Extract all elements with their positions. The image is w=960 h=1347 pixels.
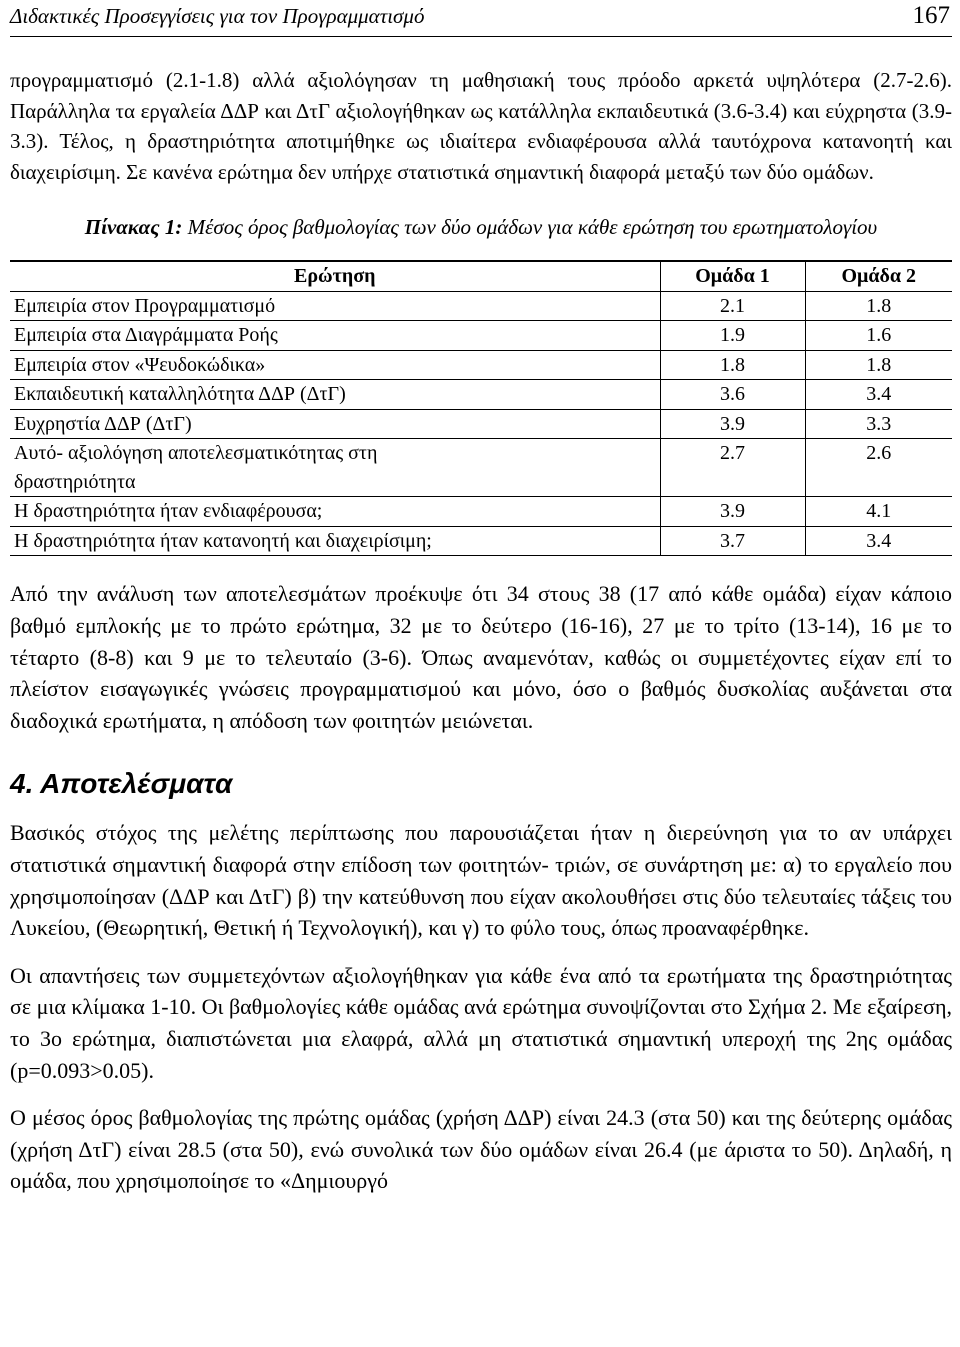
question-cell: Εμπειρία στα Διαγράμματα Ροής [10, 321, 660, 351]
document-page [10, 0, 952, 1197]
analysis-paragraph: Από την ανάλυση των αποτελεσμάτων προέκυψε ότι 34 στους 38 (17 από κάθε ομάδα) είχαν κάποιο βαθμό εμπλοκής με το πρώτο ερώτημα, 32 με το δεύτερο (16-16), 27 με το τρίτο (13-14), 16 με το τέταρτο (8-8) και 9 με το τελευταίο (3-6). Όπως αναμενόταν, καθώς οι συμμετέχοντες είχαν επί το πλείστον εισαγωγικές γνώσεις προγραμματισμού και μόνο, όσο ο βαθμός δυσκολίας αυξάνεται στα διαδοχικά ερωτήματα, η απόδοση των φοιτητών μειώνεται. [10, 581, 952, 733]
group2-cell: 4.1 [805, 497, 952, 527]
group2-cell: 2.6 [805, 439, 952, 497]
group2-cell: 3.3 [805, 409, 952, 439]
column-header-group1: Ομάδα 1 [660, 261, 805, 291]
group2-cell: 1.8 [805, 291, 952, 321]
table-header-row [10, 261, 952, 291]
question-cell [10, 439, 660, 497]
section-paragraph: Ο μέσος όρος βαθμολογίας της πρώτης ομάδας (χρήση ΔΔΡ) είναι 24.3 (στα 50) και της δεύτερης ομάδας (χρήση ΔτΓ) είναι 28.5 (στα 50), ενώ συνολικά των δύο ομάδων είναι 26.4 (με άριστα το 50). Δηλαδή, η ομάδα, που χρησιμοποίησε το «Δημιουργό [10, 1105, 952, 1194]
question-line-continued: δραστηριότητα [14, 470, 136, 493]
group1-cell: 3.9 [660, 497, 805, 527]
table-row [10, 526, 952, 556]
section-paragraph: Οι απαντήσεις των συμμετεχόντων αξιολογήθηκαν για κάθε ένα από τα ερωτήματα της δραστηριότητας σε μια κλίμακα 1-10. Οι βαθμολογίες κάθε ομάδας ανά ερώτημα συνοψίζονται στο Σχήμα 2. Με εξαίρεση, το 3ο ερώτημα, διαπιστώνεται μια ελαφρά, αλλά μη στατιστικά σημαντική υπεροχή της 2ης ομάδας (p=0.093>0.05). [10, 962, 952, 1083]
table-row [10, 321, 952, 351]
intro-paragraph: προγραμματισμό (2.1-1.8) αλλά αξιολόγησαν τη μαθησιακή τους πρόοδο αρκετά υψηλότερα (2.7-2.6). Παράλληλα τα εργαλεία ΔΔΡ και ΔτΓ αξιολογήθηκαν ως κατάλληλα εκπαιδευτικά (3.6-3.4) και εύχρηστα (3.9-3.3). Τέλος, η δραστηριότητα αποτιμήθηκε ως ιδιαίτερα ενδιαφέρουσα αλλά ταυτόχρονα κατανοητή και διαχειρίσιμη. Σε κανένα ερώτημα δεν υπήρχε στατιστικά σημαντική διαφορά μεταξύ των δύο ομάδων. [10, 68, 952, 184]
table-row [10, 291, 952, 321]
question-cell: Εμπειρία στον Προγραμματισμό [10, 291, 660, 321]
group2-cell: 3.4 [805, 526, 952, 556]
table-caption [40, 212, 922, 243]
section-paragraph: Βασικός στόχος της μελέτης περίπτωσης που παρουσιάζεται ήταν η διερεύνηση για το αν υπάρχει στατιστικά σημαντική διαφορά στην επίδοση των φοιτητών- τριών, σε συνάρτηση με: α) το εργαλείο που χρησιμοποίησαν (ΔΔΡ και ΔτΓ) β) την κατεύθυνση που είχαν ακολουθήσει στις δύο τελευταίες τάξεις του Λυκείου, (Θεωρητική, Θετική ή Τεχνολογική), και γ) το φύλο τους, όπως προαναφέρθηκε. [10, 820, 952, 941]
section-heading: 4. Αποτελέσματα [10, 768, 233, 800]
question-cell: Ευχρηστία ΔΔΡ (ΔτΓ) [10, 409, 660, 439]
group1-cell: 2.7 [660, 439, 805, 497]
column-header-group2: Ομάδα 2 [805, 261, 952, 291]
question-cell: Η δραστηριότητα ήταν κατανοητή και διαχειρίσιμη; [10, 526, 660, 556]
table-caption-text: Μέσος όρος βαθμολογίας των δύο ομάδων για κάθε ερώτηση του ερωτηματολογίου [187, 215, 878, 240]
group1-cell: 3.6 [660, 380, 805, 410]
column-header-question: Ερώτηση [10, 261, 660, 291]
group2-cell: 1.6 [805, 321, 952, 351]
results-table [10, 260, 952, 556]
question-cell: Εμπειρία στον «Ψευδοκώδικα» [10, 350, 660, 380]
table-row [10, 497, 952, 527]
question-cell: Η δραστηριότητα ήταν ενδιαφέρουσα; [10, 497, 660, 527]
table-row [10, 350, 952, 380]
table-row [10, 439, 952, 497]
group1-cell: 1.8 [660, 350, 805, 380]
running-header [10, 2, 952, 37]
table-row [10, 409, 952, 439]
group2-cell: 1.8 [805, 350, 952, 380]
page-number: 167 [912, 2, 950, 29]
table-caption-label: Πίνακας 1: [84, 215, 183, 240]
group1-cell: 1.9 [660, 321, 805, 351]
group1-cell: 3.9 [660, 409, 805, 439]
group2-cell: 3.4 [805, 380, 952, 410]
question-line: Αυτό- αξιολόγηση αποτελεσματικότητας στη [14, 442, 378, 465]
running-title: Διδακτικές Προσεγγίσεις για τον Προγραμματισμό [10, 4, 425, 28]
table-row [10, 380, 952, 410]
group1-cell: 3.7 [660, 526, 805, 556]
group1-cell: 2.1 [660, 291, 805, 321]
question-cell: Εκπαιδευτική καταλληλότητα ΔΔΡ (ΔτΓ) [10, 380, 660, 410]
